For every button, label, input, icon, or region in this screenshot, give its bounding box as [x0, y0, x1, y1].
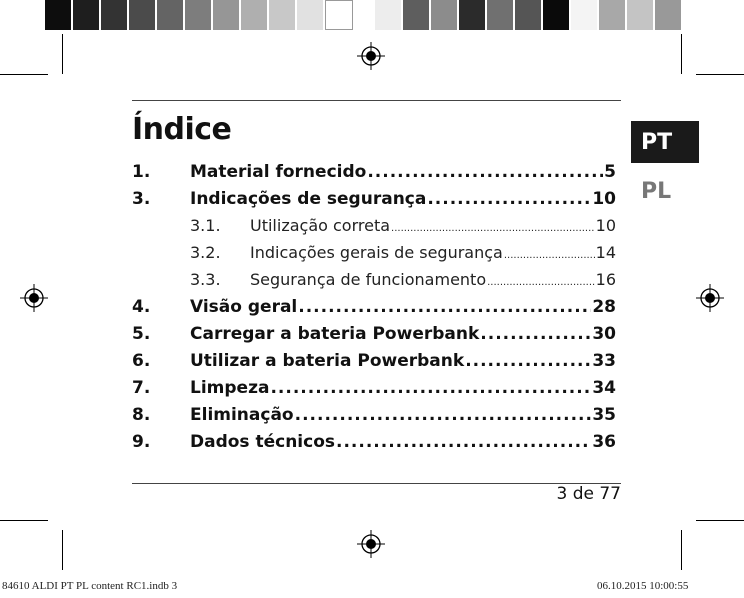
toc-entry-number: 3.2.: [190, 243, 221, 262]
color-swatch: [403, 0, 431, 30]
toc-entry-number: 3.3.: [190, 270, 221, 289]
color-swatch: [655, 0, 683, 30]
header-rule: [132, 100, 621, 101]
toc-entry-page: 36: [592, 432, 616, 452]
toc-entry-number: 7.: [132, 378, 151, 398]
toc-entry[interactable]: [132, 189, 616, 216]
toc-entry-title: Indicações gerais de segurança: [250, 243, 503, 262]
toc-entry-page: 34: [592, 378, 616, 398]
print-slug-datetime: 06.10.2015 10:00:55: [597, 580, 689, 592]
color-swatch: [571, 0, 599, 30]
toc-entry-title: Utilização correta: [250, 216, 391, 235]
toc-entry-title: Eliminação: [190, 405, 294, 425]
color-swatch: [101, 0, 129, 30]
registration-mark-top-icon: [357, 42, 385, 70]
toc-entry-number: 9.: [132, 432, 151, 452]
color-swatch: [599, 0, 627, 30]
toc-entry-number: 1.: [132, 162, 151, 182]
toc-entry[interactable]: [132, 351, 616, 378]
toc-entry-page: 5: [604, 162, 616, 182]
toc-dot-leader: [465, 351, 591, 371]
color-swatch: [45, 0, 73, 30]
page-number: 3 de 77: [556, 484, 621, 504]
toc-dot-leader: [504, 250, 595, 261]
registration-mark-right-icon: [696, 284, 724, 312]
color-calibration-bar-left: [45, 0, 353, 30]
toc-entry[interactable]: [132, 378, 616, 405]
crop-mark: [0, 74, 48, 75]
language-tab-pl[interactable]: [631, 170, 699, 212]
toc-dot-leader: [427, 189, 591, 209]
toc-entry[interactable]: [132, 270, 616, 297]
page-title: Índice: [132, 112, 232, 147]
toc-entry-title: Limpeza: [190, 378, 270, 398]
language-tab-label: PL: [641, 178, 672, 204]
crop-mark: [62, 530, 63, 570]
color-swatch: [515, 0, 543, 30]
toc-entry-title: Material fornecido: [190, 162, 367, 182]
toc-entry-title: Visão geral: [190, 297, 298, 317]
toc-entry-page: 28: [592, 297, 616, 317]
toc-entry-page: 30: [592, 324, 616, 344]
toc-dot-leader: [336, 432, 591, 452]
toc-entry[interactable]: [132, 405, 616, 432]
toc-entry-title: Dados técnicos: [190, 432, 336, 452]
toc-entry[interactable]: [132, 432, 616, 459]
language-tab-pt[interactable]: [631, 121, 699, 163]
color-swatch: [297, 0, 325, 30]
toc-entry-page: 10: [592, 189, 616, 209]
toc-entry-number: 3.: [132, 189, 151, 209]
toc-entry[interactable]: [132, 216, 616, 243]
registration-mark-bottom-icon: [357, 530, 385, 558]
toc-entry-title: Indicações de segurança: [190, 189, 427, 209]
toc-dot-leader: [367, 162, 603, 182]
toc-entry[interactable]: [132, 297, 616, 324]
color-swatch: [269, 0, 297, 30]
table-of-contents: [132, 162, 616, 459]
toc-entry-title: Segurança de funcionamento: [250, 270, 487, 289]
toc-entry[interactable]: [132, 324, 616, 351]
crop-mark: [681, 530, 682, 570]
color-swatch: [73, 0, 101, 30]
toc-entry-title: Carregar a bateria Powerbank: [190, 324, 480, 344]
toc-dot-leader: [391, 223, 595, 234]
toc-entry-page: 16: [595, 270, 616, 289]
color-swatch: [487, 0, 515, 30]
print-slug-file: 84610 ALDI PT PL content RC1.indb 3: [2, 580, 178, 592]
toc-dot-leader: [480, 324, 591, 344]
crop-mark: [681, 34, 682, 74]
color-swatch: [459, 0, 487, 30]
toc-dot-leader: [298, 297, 591, 317]
language-tab-label: PT: [641, 129, 673, 155]
toc-entry-number: 5.: [132, 324, 151, 344]
registration-mark-left-icon: [20, 284, 48, 312]
toc-dot-leader: [295, 405, 592, 425]
toc-entry-number: 4.: [132, 297, 151, 317]
toc-entry-page: 35: [592, 405, 616, 425]
toc-dot-leader: [270, 378, 591, 398]
toc-entry-page: 10: [595, 216, 616, 235]
color-swatch: [627, 0, 655, 30]
color-swatch: [213, 0, 241, 30]
color-swatch: [129, 0, 157, 30]
color-swatch: [325, 0, 353, 30]
color-calibration-bar-right: [375, 0, 683, 30]
toc-entry[interactable]: [132, 243, 616, 270]
color-swatch: [375, 0, 403, 30]
toc-dot-leader: [487, 277, 595, 288]
toc-entry-page: 33: [592, 351, 616, 371]
color-swatch: [241, 0, 269, 30]
crop-mark: [696, 520, 744, 521]
toc-entry[interactable]: [132, 162, 616, 189]
toc-entry-number: 8.: [132, 405, 151, 425]
color-swatch: [185, 0, 213, 30]
crop-mark: [696, 74, 744, 75]
crop-mark: [62, 34, 63, 74]
toc-entry-number: 6.: [132, 351, 151, 371]
footer-rule: [132, 483, 621, 484]
color-swatch: [157, 0, 185, 30]
toc-entry-title: Utilizar a bateria Powerbank: [190, 351, 465, 371]
toc-entry-number: 3.1.: [190, 216, 221, 235]
color-swatch: [543, 0, 571, 30]
crop-mark: [0, 520, 48, 521]
color-swatch: [431, 0, 459, 30]
toc-entry-page: 14: [595, 243, 616, 262]
